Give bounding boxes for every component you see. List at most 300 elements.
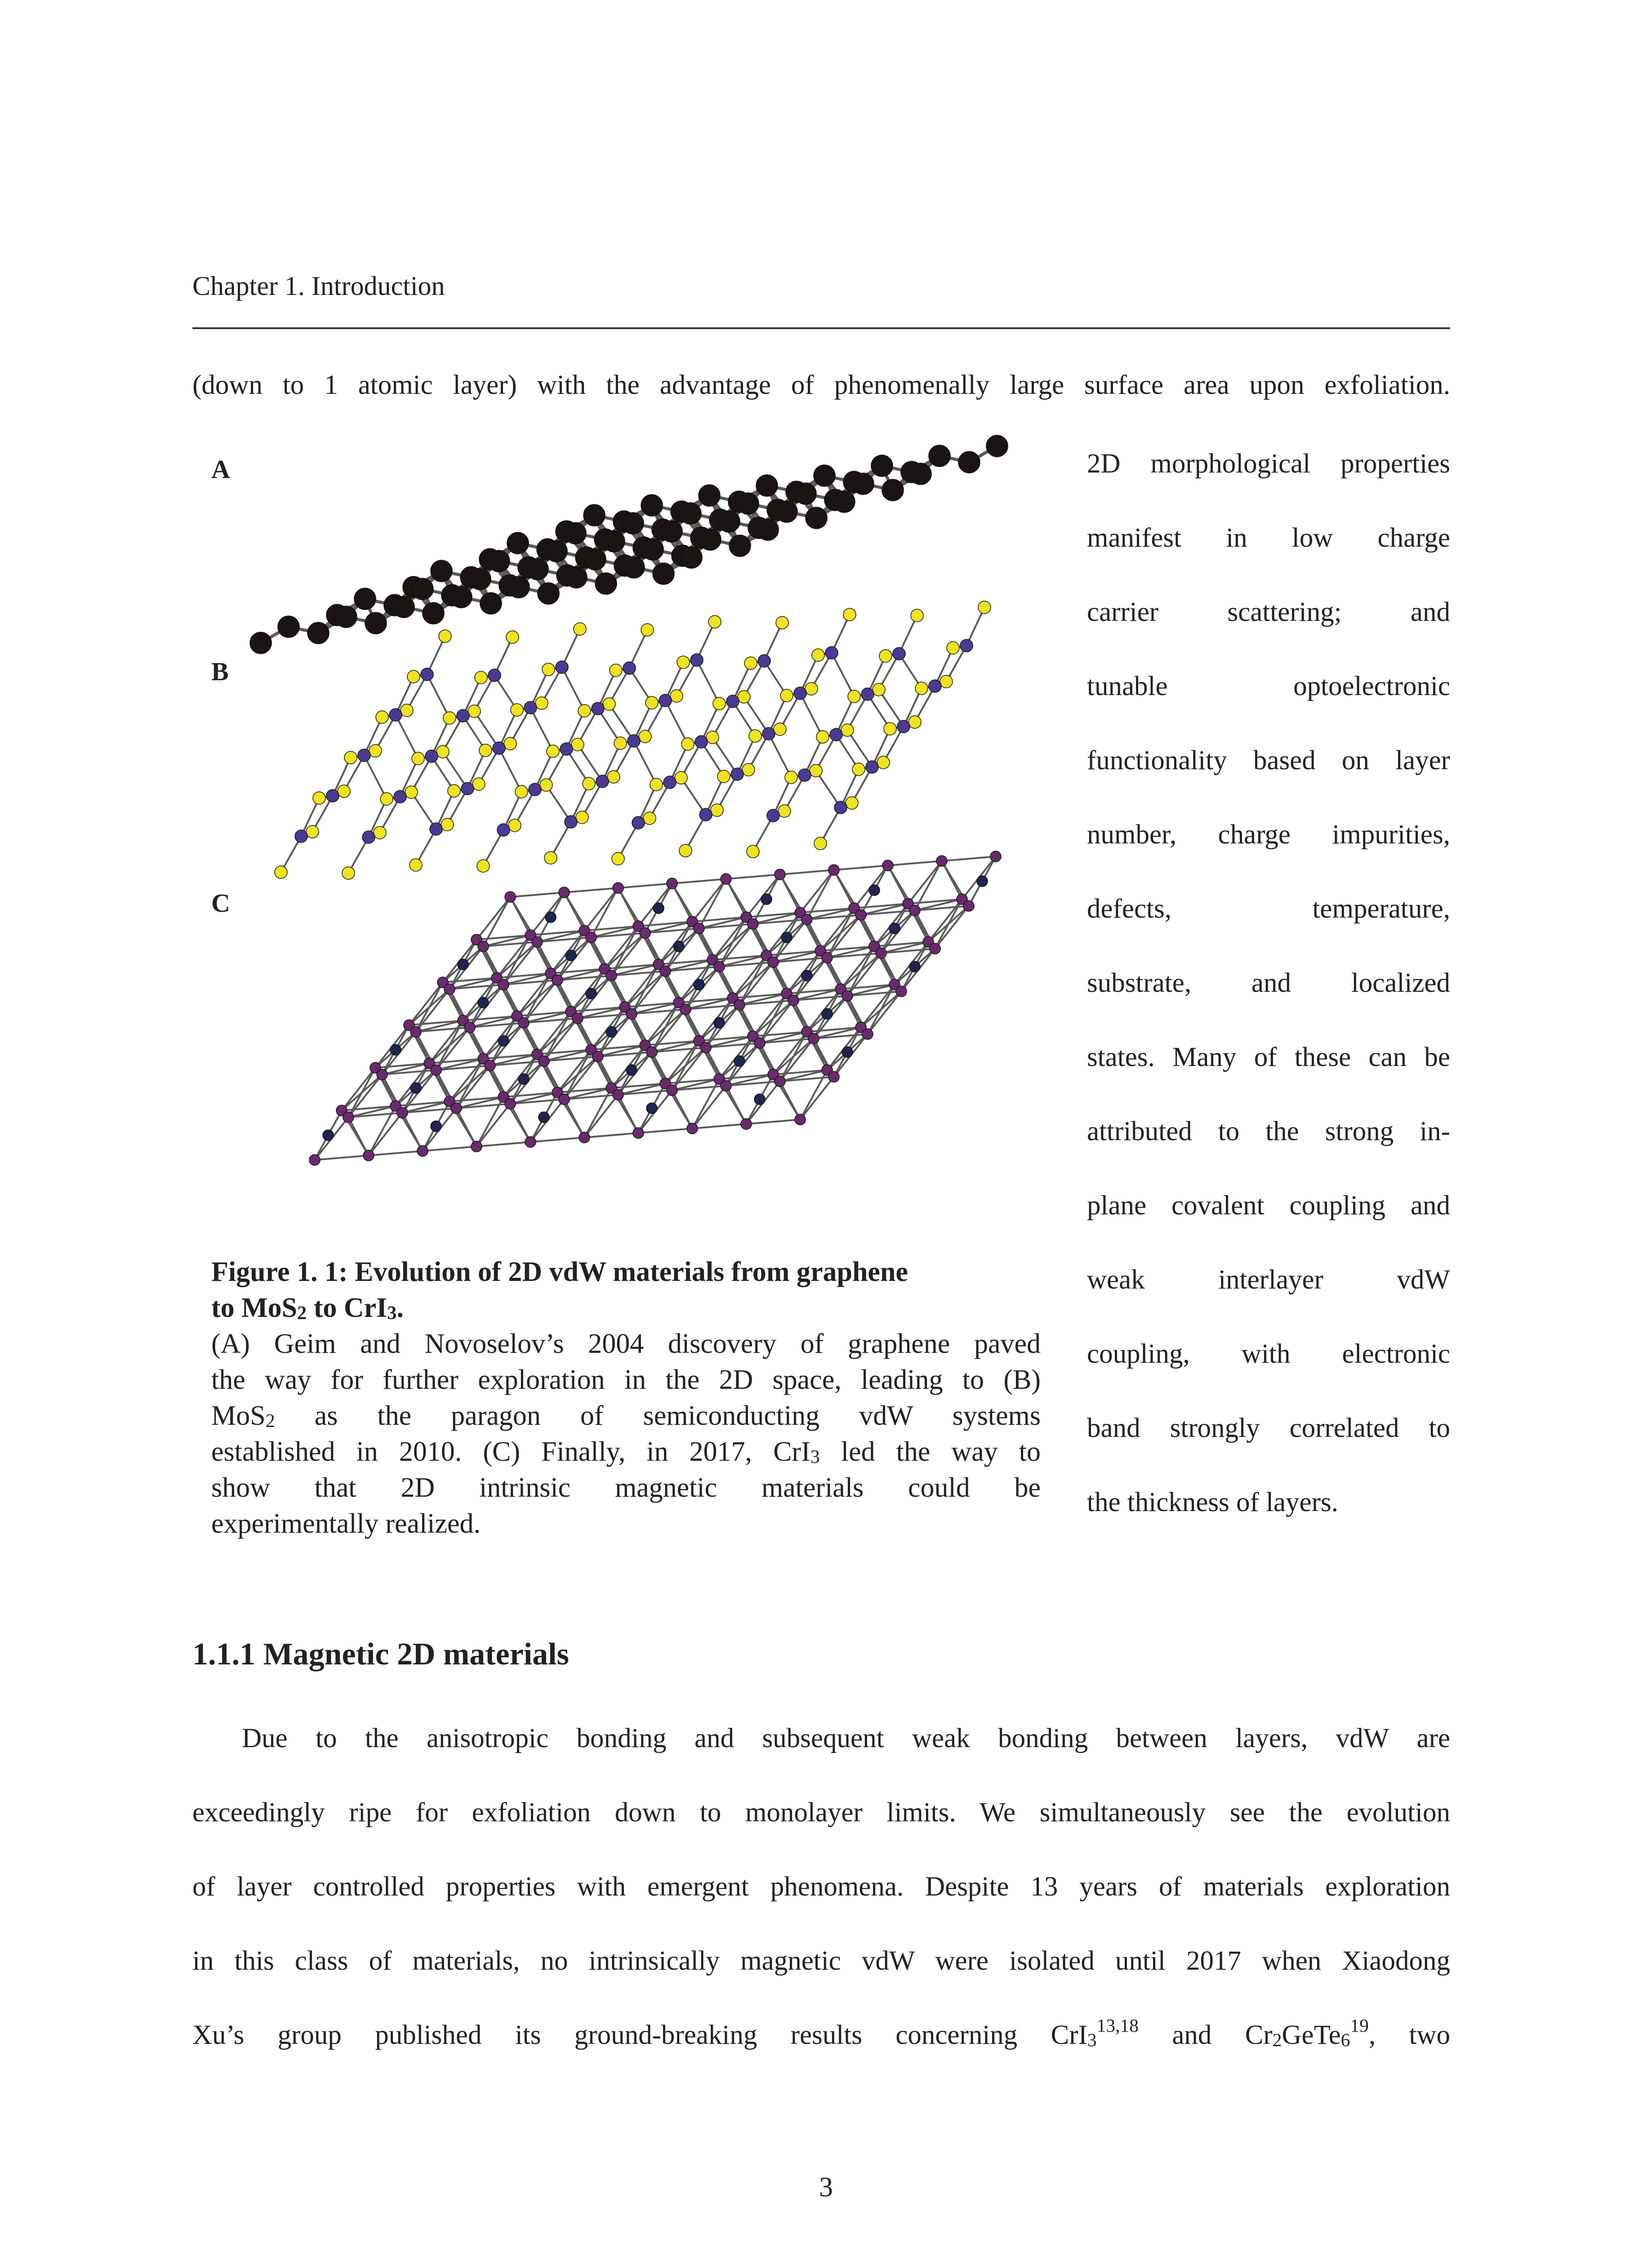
sulfur-atom: [574, 623, 586, 635]
carbon-atom: [450, 586, 472, 608]
sulfur-atom: [747, 845, 759, 858]
molybdenum-atom: [628, 735, 640, 747]
molybdenum-atom: [556, 661, 568, 674]
molybdenum-atom: [794, 687, 806, 700]
figure-illustration: [234, 432, 1070, 1241]
body-text-line: exceedingly ripe for exfoliation down to monolayer limits. We simultaneously see the evolution: [192, 1798, 1450, 1828]
sulfur-atom: [846, 797, 858, 809]
carbon-atom: [986, 435, 1008, 457]
chromium-atom: [431, 1121, 441, 1132]
bond: [591, 888, 618, 937]
bond: [510, 1104, 530, 1142]
carbon-atom: [680, 503, 701, 524]
iodine-atom: [963, 901, 974, 911]
sulfur-atom: [547, 745, 559, 758]
iodine-atom: [775, 869, 785, 880]
sulfur-atom: [338, 785, 350, 798]
iodine-atom: [559, 887, 570, 898]
sulfur-atom: [774, 723, 786, 736]
iodine-atom: [721, 1080, 731, 1091]
bond: [584, 888, 618, 931]
carbon-atom: [958, 451, 980, 473]
sulfur-atom: [376, 711, 388, 723]
iodine-atom: [464, 1022, 475, 1033]
molybdenum-atom: [695, 736, 708, 748]
sulfur-atom: [816, 731, 829, 743]
iodine-atom: [525, 1137, 536, 1147]
iodine-atom: [431, 1065, 441, 1075]
chromium-atom: [323, 1130, 334, 1141]
molybdenum-atom: [699, 808, 712, 821]
cri3-layer: [309, 851, 1001, 1165]
sulfur-atom: [873, 683, 885, 696]
side-text-line: functionality based on layer: [1087, 745, 1450, 776]
sulfur-atom: [812, 649, 824, 661]
bond: [769, 734, 791, 777]
sulfur-atom: [738, 691, 750, 703]
sulfur-atom: [744, 657, 757, 669]
bond: [697, 660, 719, 704]
chromium-atom: [626, 1065, 637, 1075]
chromium-atom: [909, 961, 920, 972]
iodine-atom: [660, 966, 671, 977]
iodine-atom: [309, 1155, 320, 1165]
iodine-atom: [532, 937, 543, 947]
bond: [423, 1146, 476, 1151]
sulfur-atom: [369, 745, 382, 757]
bond: [692, 1079, 719, 1128]
molybdenum-atom: [798, 769, 811, 781]
bond: [609, 704, 634, 741]
body-text-line: Due to the anisotropic bonding and subsequent weak bonding between layers, vdW are: [242, 1723, 1450, 1753]
carbon-atom: [699, 529, 721, 550]
side-text-line: states. Many of these can be: [1087, 1042, 1450, 1072]
sulfur-atom: [410, 859, 422, 871]
bond: [544, 1012, 571, 1061]
bond: [868, 985, 895, 1034]
bond: [564, 888, 618, 892]
carbon-atom: [833, 491, 855, 513]
sulfur-atom: [401, 704, 413, 717]
molybdenum-atom: [663, 776, 676, 789]
carbon-atom: [929, 445, 950, 467]
carbon-atom: [365, 612, 387, 634]
side-text-line: band strongly correlated to: [1087, 1413, 1450, 1443]
sulfur-atom: [407, 670, 420, 683]
bond: [476, 1104, 510, 1146]
bond: [739, 955, 766, 1005]
iodine-atom: [572, 1013, 583, 1024]
molybdenum-atom: [497, 824, 510, 836]
sulfur-atom: [380, 793, 393, 805]
sulfur-atom: [670, 690, 683, 702]
sulfur-atom: [506, 631, 519, 643]
carbon-atom: [756, 475, 778, 496]
header-rule: [192, 327, 1450, 329]
molybdenum-atom: [421, 668, 433, 681]
carbon-atom: [681, 547, 702, 568]
iodine-atom: [552, 975, 563, 986]
sulfur-atom: [810, 764, 822, 777]
sulfur-atom: [650, 778, 663, 791]
bond: [584, 1095, 618, 1137]
bond: [483, 897, 510, 946]
bond: [780, 870, 834, 874]
molybdenum-atom: [632, 816, 645, 829]
chromium-atom: [889, 923, 900, 934]
bond: [726, 1086, 746, 1124]
sulfur-atom: [915, 682, 928, 695]
carbon-atom: [423, 602, 444, 624]
bond: [411, 792, 436, 829]
carbon-atom: [565, 522, 586, 544]
iodine-atom: [788, 995, 799, 1006]
bond: [807, 870, 834, 919]
molybdenum-atom: [362, 831, 375, 843]
iodine-atom: [795, 1114, 806, 1125]
panel-label-a: A: [211, 455, 230, 484]
mos2-layer: [275, 601, 991, 879]
carbon-atom: [393, 596, 414, 618]
sulfur-atom: [612, 852, 624, 865]
bond: [827, 908, 854, 958]
caption-line: (A) Geim and Novoselov’s 2004 discovery of graphene paved: [211, 1328, 1041, 1359]
sulfur-atom: [306, 825, 319, 838]
iodine-atom: [741, 1119, 752, 1129]
iodine-atom: [586, 932, 597, 943]
carbon-atom: [584, 549, 606, 570]
bond: [692, 1086, 726, 1128]
iodine-atom: [822, 952, 833, 963]
bond: [800, 1070, 827, 1120]
iodine-atom: [930, 943, 940, 954]
carbon-atom: [507, 532, 529, 554]
bond: [816, 771, 841, 807]
molybdenum-atom: [866, 761, 878, 773]
carbon-atom: [661, 521, 682, 542]
molybdenum-atom: [623, 662, 636, 674]
molybdenum-atom: [358, 749, 370, 762]
iodine-atom: [896, 986, 907, 997]
iodine-atom: [990, 851, 1001, 862]
chromium-atom: [478, 997, 489, 1008]
molybdenum-atom: [560, 743, 573, 755]
iodine-atom: [444, 984, 455, 995]
sulfur-atom: [571, 738, 584, 751]
iodine-atom: [700, 1042, 711, 1053]
bond: [564, 1099, 584, 1137]
sulfur-atom: [475, 671, 487, 684]
iodine-atom: [417, 1146, 428, 1156]
carbon-atom: [527, 558, 548, 580]
sulfur-atom: [706, 731, 719, 744]
iodine-atom: [633, 1128, 644, 1138]
sulfur-atom: [646, 696, 658, 709]
carbon-atom: [814, 465, 835, 486]
carbon-atom: [795, 483, 816, 504]
chromium-atom: [761, 894, 772, 905]
sulfur-atom: [603, 698, 615, 710]
sulfur-atom: [947, 642, 959, 654]
iodine-atom: [754, 1038, 765, 1048]
iodine-atom: [775, 1076, 785, 1087]
molybdenum-atom: [893, 647, 905, 660]
sulfur-atom: [436, 745, 449, 758]
chromium-atom: [802, 970, 812, 981]
carbon-atom: [583, 504, 605, 526]
sulfur-atom: [717, 770, 730, 783]
sulfur-atom: [848, 690, 860, 703]
sulfur-atom: [677, 656, 690, 669]
chromium-atom: [410, 1083, 421, 1093]
bond: [416, 982, 443, 1032]
molybdenum-atom: [897, 720, 910, 733]
sulfur-atom: [313, 792, 325, 804]
sulfur-atom: [472, 778, 485, 790]
sulfur-atom: [643, 812, 656, 825]
carbon-atom: [622, 513, 644, 534]
chromium-atom: [545, 912, 556, 923]
sulfur-atom: [814, 837, 827, 850]
sulfur-atom: [542, 663, 555, 676]
bond: [618, 883, 672, 888]
bond: [780, 1081, 800, 1120]
molybdenum-atom: [524, 701, 537, 714]
bond: [672, 879, 726, 883]
bond: [578, 745, 602, 781]
figure-caption: [211, 1254, 1041, 1542]
molybdenum-atom: [457, 709, 469, 722]
iodine-atom: [876, 948, 886, 959]
side-text-line: tunable optoelectronic: [1087, 671, 1450, 701]
molybdenum-atom: [425, 750, 438, 763]
chromium-atom: [822, 1008, 833, 1019]
carbon-atom: [508, 576, 530, 598]
bond: [935, 899, 962, 949]
bond: [665, 700, 688, 744]
iodine-atom: [451, 1103, 462, 1114]
side-text-line: coupling, with electronic: [1087, 1339, 1450, 1369]
side-text-line: attributed to the strong in-: [1087, 1116, 1450, 1146]
sulfur-atom: [544, 852, 557, 864]
carbon-atom: [882, 479, 904, 501]
side-text-line: weak interlayer vdW: [1087, 1265, 1450, 1295]
bond: [369, 1151, 423, 1155]
running-header: Chapter 1. Introduction: [192, 271, 445, 301]
sulfur-atom: [504, 737, 517, 750]
bond: [760, 994, 787, 1043]
sulfur-atom: [911, 609, 923, 622]
sulfur-atom: [908, 716, 921, 728]
iodine-atom: [377, 1069, 387, 1080]
chromium-atom: [842, 1047, 853, 1057]
sulfur-atom: [805, 682, 818, 695]
bond: [942, 856, 996, 861]
iodine-atom: [687, 1123, 698, 1134]
molybdenum-atom: [767, 809, 779, 822]
bond: [476, 897, 510, 940]
iodine-atom: [721, 874, 731, 884]
molybdenum-atom: [758, 655, 770, 667]
molybdenum-atom: [326, 789, 339, 802]
sulfur-atom: [610, 664, 622, 677]
chromium-atom: [977, 876, 988, 887]
chromium-atom: [518, 1074, 529, 1084]
bond: [746, 1120, 800, 1124]
bond: [562, 667, 584, 711]
molybdenum-atom: [295, 830, 307, 843]
body-text-line: of layer controlled properties with emergent phenomena. Despite 13 years of materials exploration: [192, 1872, 1450, 1902]
molybdenum-atom: [929, 680, 941, 692]
carbon-atom: [776, 501, 797, 522]
molybdenum-atom: [861, 688, 874, 700]
iodine-atom: [862, 1029, 873, 1039]
bond: [474, 711, 499, 748]
side-text-line: the thickness of layers.: [1087, 1487, 1339, 1517]
iodine-atom: [505, 892, 516, 902]
bond: [780, 1032, 807, 1081]
bond: [832, 653, 854, 696]
bond: [611, 926, 638, 976]
carbon-atom: [488, 550, 510, 572]
iodine-atom: [505, 1098, 516, 1109]
iodine-atom: [559, 1094, 570, 1105]
bond: [546, 785, 571, 822]
sulfur-atom: [679, 844, 692, 857]
chromium-atom: [694, 979, 704, 990]
bond: [364, 755, 387, 799]
molybdenum-atom: [461, 782, 474, 795]
sulfur-atom: [749, 730, 761, 742]
bond: [888, 861, 942, 865]
carbon-atom: [480, 593, 502, 614]
carbon-atom: [641, 495, 663, 516]
chromium-atom: [498, 1035, 509, 1046]
bond: [800, 693, 823, 737]
carbon-atom: [566, 566, 587, 588]
sulfur-atom: [535, 697, 548, 709]
chromium-atom: [566, 950, 576, 961]
carbon-atom: [757, 519, 779, 540]
molybdenum-atom: [430, 823, 442, 835]
bond: [632, 964, 659, 1014]
sulfur-atom: [639, 730, 651, 743]
sulfur-atom: [675, 772, 687, 784]
sulfur-atom: [468, 705, 481, 718]
iodine-atom: [808, 1033, 819, 1044]
carbon-atom: [871, 455, 893, 477]
sulfur-atom: [852, 763, 865, 776]
carbon-atom: [250, 632, 272, 654]
side-text-line: carrier scattering; and: [1087, 597, 1450, 627]
bond: [879, 690, 904, 727]
chromium-atom: [781, 932, 792, 943]
panel-label-b: B: [211, 657, 229, 686]
molybdenum-atom: [726, 695, 739, 708]
bond: [719, 917, 746, 967]
page-number: 3: [819, 2172, 833, 2203]
carbon-atom: [653, 563, 674, 584]
chromium-atom: [539, 1112, 549, 1123]
iodine-atom: [606, 970, 617, 981]
iodine-atom: [579, 1132, 590, 1143]
iodine-atom: [646, 1047, 657, 1057]
chromium-atom: [586, 988, 597, 999]
iodine-atom: [694, 923, 704, 934]
iodine-atom: [363, 1150, 374, 1161]
sulfur-atom: [776, 616, 788, 629]
sulfur-atom: [479, 744, 492, 757]
carbon-atom: [307, 622, 329, 644]
carbon-atom: [910, 463, 931, 485]
iodine-atom: [882, 860, 893, 871]
carbon-atom: [469, 568, 491, 590]
bond: [503, 935, 530, 985]
sulfur-atom: [439, 630, 451, 642]
sulfur-atom: [443, 712, 456, 724]
bond: [427, 674, 450, 718]
bond: [618, 1095, 638, 1133]
carbon-atom: [623, 557, 645, 578]
iodine-atom: [828, 1071, 839, 1082]
side-text-line: plane covalent coupling and: [1087, 1191, 1450, 1221]
chromium-atom: [673, 941, 684, 952]
bond: [726, 874, 780, 879]
carbon-atom: [431, 560, 452, 582]
iodine-atom: [410, 1026, 421, 1037]
chromium-atom: [734, 1056, 745, 1066]
bond: [476, 1142, 530, 1146]
sulfur-atom: [841, 724, 854, 736]
bond: [402, 1113, 423, 1151]
sulfur-atom: [508, 819, 521, 832]
bond: [315, 1155, 369, 1160]
molybdenum-atom: [394, 790, 406, 803]
sulfur-atom: [711, 804, 723, 816]
iodine-atom: [768, 957, 779, 968]
carbon-atom: [412, 578, 433, 600]
molybdenum-atom: [389, 709, 402, 721]
molybdenum-atom: [960, 639, 973, 652]
molybdenum-atom: [830, 728, 842, 741]
sulfur-atom: [879, 650, 892, 662]
bond: [699, 879, 726, 928]
bond: [692, 879, 726, 922]
caption-title-line2: to MoS$_2$ to CrI$_3$.: [211, 1292, 404, 1324]
iodine-atom: [485, 1060, 495, 1071]
molybdenum-atom: [493, 742, 505, 754]
section-heading: 1.1.1 Magnetic 2D materials: [192, 1637, 569, 1672]
iodine-atom: [518, 1017, 529, 1028]
sulfur-atom: [742, 763, 755, 776]
bond: [476, 1097, 503, 1146]
iodine-atom: [343, 1112, 354, 1123]
body-text-line: in this class of materials, no intrinsically magnetic vdW were isolated until 2017 when Xiaodong: [192, 1946, 1450, 1976]
molybdenum-atom: [834, 801, 847, 814]
bond: [584, 1133, 638, 1137]
sulfur-atom: [374, 826, 386, 839]
body-text-line: (down to 1 atomic layer) with the advantage of phenomenally large surface area upon exfoliation.: [192, 370, 1450, 400]
sulfur-atom: [708, 616, 721, 628]
bond: [638, 1128, 692, 1133]
sulfur-atom: [877, 756, 890, 769]
caption-line: experimentally realized.: [211, 1508, 481, 1539]
bond: [524, 973, 551, 1023]
carbon-atom: [354, 588, 376, 610]
body-text-line: Xu’s group published its ground-breaking results concerning CrI$_3^{13,18}$ and $Cr_2GeTe_6^{19}$, two: [192, 2015, 1451, 2050]
side-text-line: 2D morphological properties: [1087, 449, 1450, 479]
bond: [834, 865, 888, 870]
